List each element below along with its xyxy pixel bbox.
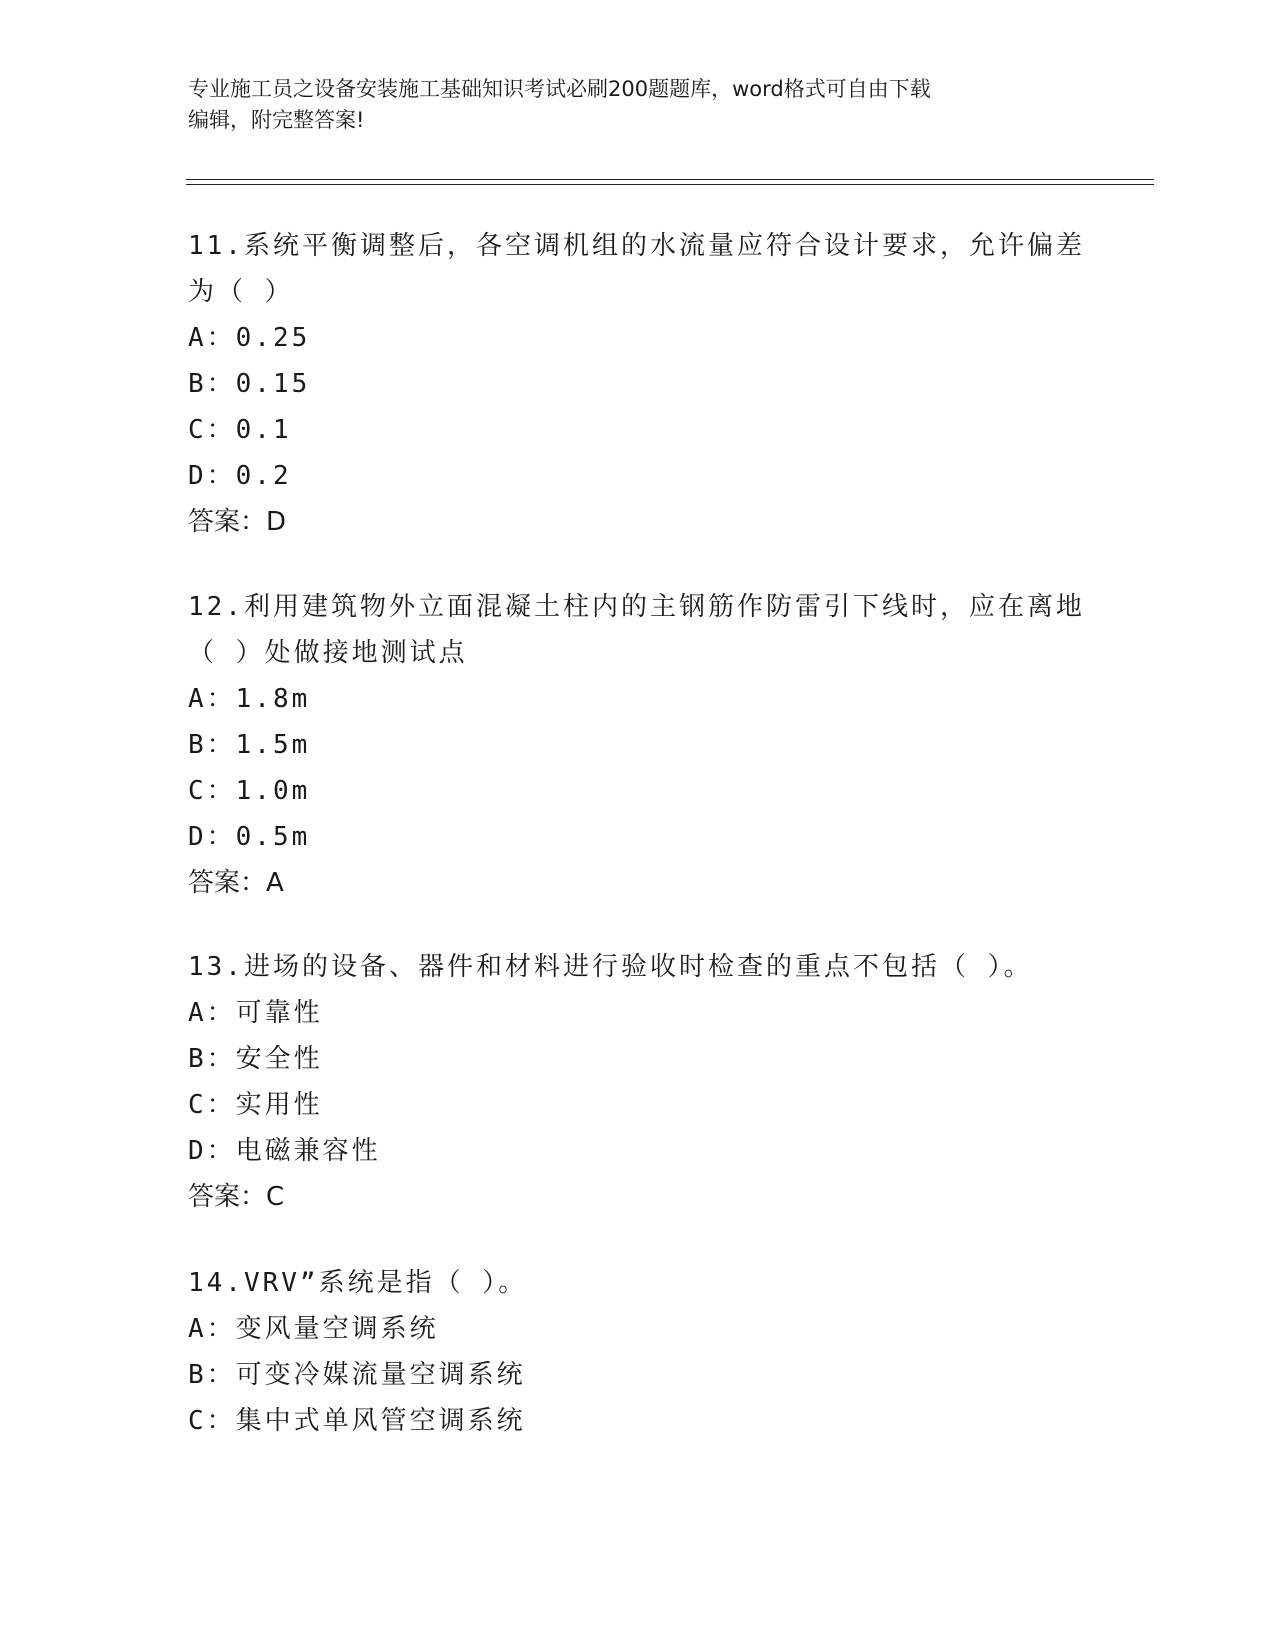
header-divider-top bbox=[186, 179, 1154, 180]
header-divider-bottom bbox=[186, 184, 1154, 185]
question-text bbox=[188, 944, 1088, 990]
option-c: C：实用性 bbox=[188, 1090, 323, 1120]
document-header bbox=[188, 74, 1068, 136]
option-b: B：0.15 bbox=[188, 369, 311, 399]
question-text-line: （ ）处做接地测试点 bbox=[188, 638, 468, 668]
question-13 bbox=[188, 944, 1088, 1220]
option-d: D：0.5m bbox=[188, 822, 311, 852]
question-text bbox=[188, 584, 1088, 676]
option-a: A：0.25 bbox=[188, 323, 311, 353]
question-text-line: 14.VRV”系统是指（ ）。 bbox=[188, 1268, 528, 1298]
option-a: A：1.8m bbox=[188, 684, 311, 714]
answer-label: 答案：C bbox=[188, 1182, 285, 1212]
option-c: C：1.0m bbox=[188, 776, 311, 806]
question-11 bbox=[188, 223, 1088, 545]
question-text-line: 为（ ） bbox=[188, 277, 294, 307]
question-text-line: 11.系统平衡调整后，各空调机组的水流量应符合设计要求，允许偏差 bbox=[188, 231, 1085, 261]
option-b: B：安全性 bbox=[188, 1044, 323, 1074]
question-text bbox=[188, 223, 1088, 315]
option-a: A：变风量空调系统 bbox=[188, 1314, 439, 1344]
option-d: D：0.2 bbox=[188, 461, 292, 491]
question-text-line: 13.进场的设备、器件和材料进行验收时检查的重点不包括（ ）。 bbox=[188, 952, 1033, 982]
header-line-1: 专业施工员之设备安装施工基础知识考试必刷200题题库，word格式可自由下载 bbox=[188, 77, 931, 101]
option-b: B：1.5m bbox=[188, 730, 311, 760]
option-c: C：集中式单风管空调系统 bbox=[188, 1406, 526, 1436]
answer-label: 答案：A bbox=[188, 868, 284, 898]
option-c: C：0.1 bbox=[188, 415, 292, 445]
answer-label: 答案：D bbox=[188, 507, 287, 537]
header-line-2: 编辑，附完整答案! bbox=[188, 108, 365, 132]
option-b: B：可变冷媒流量空调系统 bbox=[188, 1360, 526, 1390]
question-14 bbox=[188, 1260, 1088, 1444]
option-a: A：可靠性 bbox=[188, 998, 323, 1028]
question-12 bbox=[188, 584, 1088, 906]
question-text-line: 12.利用建筑物外立面混凝土柱内的主钢筋作防雷引下线时，应在离地 bbox=[188, 592, 1085, 622]
option-d: D：电磁兼容性 bbox=[188, 1136, 381, 1166]
question-text bbox=[188, 1260, 1088, 1306]
